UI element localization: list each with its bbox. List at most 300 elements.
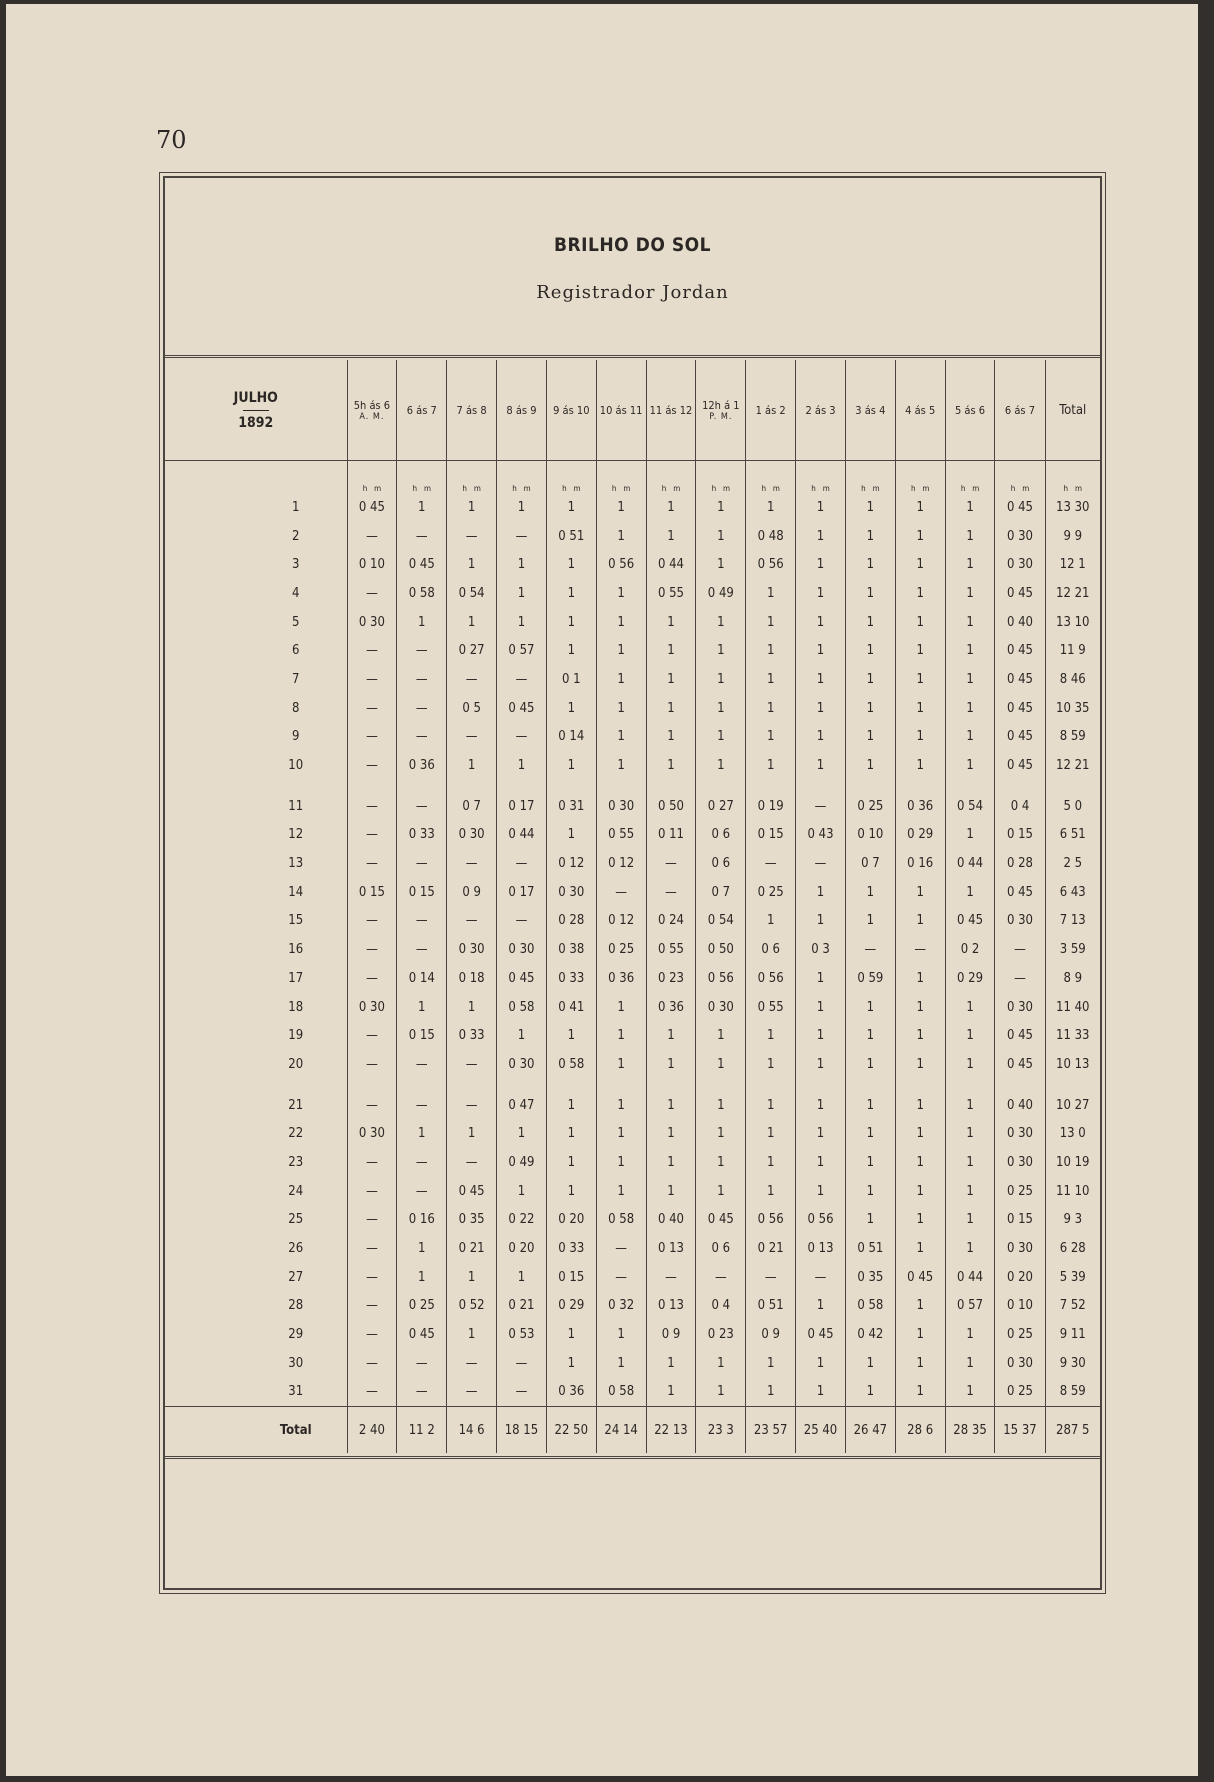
value-cell: 1 bbox=[796, 493, 846, 522]
value-cell: 1 bbox=[895, 1148, 945, 1177]
value-cell: 0 49 bbox=[696, 579, 746, 608]
col-header-total: Total bbox=[1045, 360, 1100, 461]
value-cell: 0 25 bbox=[596, 935, 646, 964]
page-subtitle: Registrador Jordan bbox=[536, 282, 729, 303]
table-row bbox=[165, 878, 1100, 907]
value-cell: 1 bbox=[895, 1320, 945, 1349]
value-cell: 0 57 bbox=[497, 636, 547, 665]
value-cell: 1 bbox=[845, 522, 895, 551]
value-cell: 0 30 bbox=[995, 907, 1045, 936]
value-cell: 1 bbox=[696, 636, 746, 665]
total-cell: 23 3 bbox=[696, 1407, 746, 1454]
value-cell: 0 44 bbox=[945, 849, 995, 878]
value-cell: — bbox=[397, 1177, 447, 1206]
value-cell: 1 bbox=[895, 723, 945, 752]
value-cell: — bbox=[995, 935, 1045, 964]
value-cell: 1 bbox=[646, 1119, 696, 1148]
value-cell: 0 40 bbox=[995, 608, 1045, 637]
value-cell: 0 6 bbox=[696, 849, 746, 878]
value-cell: 1 bbox=[546, 821, 596, 850]
value-cell: 1 bbox=[895, 1050, 945, 1079]
value-cell: — bbox=[347, 751, 397, 780]
col-header: 12h á 1 P. M. bbox=[696, 360, 746, 461]
value-cell: — bbox=[347, 723, 397, 752]
value-cell: 1 bbox=[497, 1119, 547, 1148]
value-cell: 0 30 bbox=[347, 993, 397, 1022]
value-cell: 1 bbox=[895, 878, 945, 907]
value-cell: 0 50 bbox=[646, 792, 696, 821]
value-cell: 0 45 bbox=[995, 1021, 1045, 1050]
value-cell: — bbox=[447, 849, 497, 878]
totals-row bbox=[165, 1407, 1100, 1454]
table-row bbox=[165, 1119, 1100, 1148]
value-cell: 0 54 bbox=[447, 579, 497, 608]
value-cell: 1 bbox=[646, 1050, 696, 1079]
value-cell: 1 bbox=[497, 608, 547, 637]
value-cell: 1 bbox=[895, 608, 945, 637]
value-cell: 0 50 bbox=[696, 935, 746, 964]
value-cell: 1 bbox=[646, 608, 696, 637]
total-label: Total bbox=[165, 1407, 347, 1454]
value-cell: 0 56 bbox=[746, 964, 796, 993]
value-cell: — bbox=[397, 522, 447, 551]
value-cell: 0 20 bbox=[497, 1234, 547, 1263]
value-cell: — bbox=[497, 522, 547, 551]
value-cell: — bbox=[347, 579, 397, 608]
value-cell: 1 bbox=[945, 493, 995, 522]
value-cell: 1 bbox=[497, 751, 547, 780]
day-cell: 6 bbox=[292, 643, 300, 659]
table-row bbox=[165, 1177, 1100, 1206]
value-cell: 1 bbox=[845, 493, 895, 522]
value-cell: 1 bbox=[646, 1349, 696, 1378]
value-cell: 1 bbox=[845, 1148, 895, 1177]
table-row bbox=[165, 636, 1100, 665]
value-cell: 0 30 bbox=[447, 935, 497, 964]
value-cell: — bbox=[995, 964, 1045, 993]
value-cell: 13 10 bbox=[1045, 608, 1100, 637]
value-cell: 1 bbox=[497, 1177, 547, 1206]
table-row bbox=[165, 1378, 1100, 1407]
total-cell: 23 57 bbox=[746, 1407, 796, 1454]
value-cell: 5 39 bbox=[1045, 1263, 1100, 1292]
value-cell: 1 bbox=[796, 608, 846, 637]
value-cell: — bbox=[347, 1320, 397, 1349]
value-cell: 1 bbox=[696, 608, 746, 637]
value-cell: 1 bbox=[497, 579, 547, 608]
table-frame bbox=[163, 176, 1102, 1590]
day-cell: 4 bbox=[292, 585, 300, 601]
value-cell: 1 bbox=[546, 1091, 596, 1120]
value-cell: 0 9 bbox=[646, 1320, 696, 1349]
value-cell: 0 45 bbox=[447, 1177, 497, 1206]
value-cell: 1 bbox=[845, 751, 895, 780]
value-cell: 0 45 bbox=[397, 1320, 447, 1349]
value-cell: 1 bbox=[895, 1292, 945, 1321]
value-cell: 1 bbox=[895, 522, 945, 551]
table-row bbox=[165, 579, 1100, 608]
total-cell: 11 2 bbox=[397, 1407, 447, 1454]
value-cell: 1 bbox=[447, 751, 497, 780]
value-cell: 12 21 bbox=[1045, 579, 1100, 608]
col-header: 5h ás 6 A. M. bbox=[347, 360, 397, 461]
value-cell: — bbox=[347, 849, 397, 878]
value-cell: — bbox=[397, 636, 447, 665]
value-cell: 1 bbox=[796, 751, 846, 780]
value-cell: 1 bbox=[796, 993, 846, 1022]
row-spacer bbox=[165, 780, 1100, 792]
value-cell: 0 45 bbox=[995, 878, 1045, 907]
value-cell: 0 19 bbox=[746, 792, 796, 821]
value-cell: — bbox=[447, 1349, 497, 1378]
table-row bbox=[165, 1349, 1100, 1378]
col-header: 7 ás 8 bbox=[447, 360, 497, 461]
value-cell: 0 27 bbox=[696, 792, 746, 821]
value-cell: 0 15 bbox=[995, 821, 1045, 850]
day-cell: 22 bbox=[288, 1126, 304, 1142]
value-cell: 0 51 bbox=[546, 522, 596, 551]
value-cell: 1 bbox=[646, 493, 696, 522]
day-cell: 25 bbox=[288, 1212, 304, 1228]
col-header: 9 ás 10 bbox=[546, 360, 596, 461]
col-header: 4 ás 5 bbox=[895, 360, 945, 461]
value-cell: 1 bbox=[397, 608, 447, 637]
value-cell: — bbox=[497, 849, 547, 878]
value-cell: — bbox=[397, 723, 447, 752]
value-cell: 0 51 bbox=[746, 1292, 796, 1321]
day-cell: 24 bbox=[288, 1183, 304, 1199]
total-cell: 25 40 bbox=[796, 1407, 846, 1454]
value-cell: 1 bbox=[945, 636, 995, 665]
value-cell: 1 bbox=[596, 579, 646, 608]
value-cell: 1 bbox=[845, 608, 895, 637]
value-cell: 1 bbox=[397, 1119, 447, 1148]
value-cell: 0 44 bbox=[646, 550, 696, 579]
value-cell: — bbox=[746, 1263, 796, 1292]
value-cell: 0 45 bbox=[945, 907, 995, 936]
value-cell: 0 20 bbox=[995, 1263, 1045, 1292]
value-cell: 1 bbox=[945, 694, 995, 723]
value-cell: 1 bbox=[796, 907, 846, 936]
day-cell: 11 bbox=[288, 798, 304, 814]
value-cell: 1 bbox=[596, 1119, 646, 1148]
value-cell: 1 bbox=[945, 878, 995, 907]
value-cell: 0 24 bbox=[646, 907, 696, 936]
value-cell: 7 52 bbox=[1045, 1292, 1100, 1321]
value-cell: 1 bbox=[796, 723, 846, 752]
value-cell: 1 bbox=[945, 1234, 995, 1263]
day-cell: 16 bbox=[288, 942, 304, 958]
value-cell: 1 bbox=[696, 1091, 746, 1120]
value-cell: 0 15 bbox=[347, 878, 397, 907]
value-cell: 1 bbox=[596, 1349, 646, 1378]
value-cell: 0 13 bbox=[796, 1234, 846, 1263]
value-cell: 1 bbox=[746, 1119, 796, 1148]
value-cell: 0 45 bbox=[796, 1320, 846, 1349]
value-cell: 6 28 bbox=[1045, 1234, 1100, 1263]
unit-cell: h m bbox=[447, 461, 497, 494]
value-cell: — bbox=[347, 907, 397, 936]
value-cell: — bbox=[347, 1148, 397, 1177]
value-cell: 0 45 bbox=[995, 579, 1045, 608]
am-label: A. M. bbox=[359, 411, 385, 422]
value-cell: 0 12 bbox=[596, 849, 646, 878]
value-cell: 0 33 bbox=[397, 821, 447, 850]
value-cell: 0 45 bbox=[696, 1206, 746, 1235]
value-cell: — bbox=[447, 665, 497, 694]
value-cell: 1 bbox=[696, 723, 746, 752]
value-cell: — bbox=[796, 1263, 846, 1292]
value-cell: 1 bbox=[895, 636, 945, 665]
day-cell: 8 bbox=[292, 700, 300, 716]
day-cell: 19 bbox=[288, 1028, 304, 1044]
value-cell: 0 55 bbox=[646, 935, 696, 964]
day-cell: 18 bbox=[288, 999, 304, 1015]
value-cell: 0 30 bbox=[497, 1050, 547, 1079]
value-cell: 1 bbox=[596, 993, 646, 1022]
value-cell: 1 bbox=[447, 993, 497, 1022]
value-cell: 0 58 bbox=[546, 1050, 596, 1079]
value-cell: 1 bbox=[895, 665, 945, 694]
value-cell: 0 51 bbox=[845, 1234, 895, 1263]
day-cell: 13 bbox=[288, 856, 304, 872]
value-cell: 1 bbox=[796, 1148, 846, 1177]
value-cell: 0 45 bbox=[995, 751, 1045, 780]
value-cell: 1 bbox=[895, 493, 945, 522]
value-cell: 1 bbox=[895, 1378, 945, 1407]
value-cell: — bbox=[497, 1349, 547, 1378]
day-cell: 9 bbox=[292, 729, 300, 745]
value-cell: 0 27 bbox=[447, 636, 497, 665]
value-cell: 0 30 bbox=[995, 1119, 1045, 1148]
value-cell: 1 bbox=[546, 493, 596, 522]
value-cell: 0 12 bbox=[596, 907, 646, 936]
value-cell: 2 5 bbox=[1045, 849, 1100, 878]
value-cell: 0 20 bbox=[546, 1206, 596, 1235]
table-row bbox=[165, 964, 1100, 993]
value-cell: 1 bbox=[397, 1234, 447, 1263]
value-cell: — bbox=[347, 1234, 397, 1263]
total-cell: 26 47 bbox=[845, 1407, 895, 1454]
value-cell: 0 9 bbox=[447, 878, 497, 907]
value-cell: 1 bbox=[646, 1091, 696, 1120]
value-cell: 0 45 bbox=[497, 694, 547, 723]
value-cell: 0 52 bbox=[447, 1292, 497, 1321]
value-cell: 1 bbox=[497, 493, 547, 522]
table-row bbox=[165, 1021, 1100, 1050]
table-row bbox=[165, 1091, 1100, 1120]
value-cell: 0 45 bbox=[995, 493, 1045, 522]
value-cell: 8 46 bbox=[1045, 665, 1100, 694]
value-cell: — bbox=[347, 1378, 397, 1407]
value-cell: — bbox=[397, 1378, 447, 1407]
value-cell: 1 bbox=[696, 1021, 746, 1050]
value-cell: 0 30 bbox=[995, 1148, 1045, 1177]
value-cell: 9 30 bbox=[1045, 1349, 1100, 1378]
value-cell: — bbox=[895, 935, 945, 964]
value-cell: 1 bbox=[646, 665, 696, 694]
value-cell: 1 bbox=[945, 821, 995, 850]
value-cell: 0 55 bbox=[596, 821, 646, 850]
pm-label: P. M. bbox=[709, 411, 733, 422]
value-cell: 1 bbox=[796, 1378, 846, 1407]
value-cell: 11 33 bbox=[1045, 1021, 1100, 1050]
value-cell: — bbox=[596, 878, 646, 907]
value-cell: 1 bbox=[895, 964, 945, 993]
value-cell: 1 bbox=[746, 723, 796, 752]
value-cell: — bbox=[447, 723, 497, 752]
value-cell: 1 bbox=[696, 665, 746, 694]
value-cell: — bbox=[397, 1148, 447, 1177]
value-cell: 1 bbox=[945, 1021, 995, 1050]
value-cell: 0 30 bbox=[995, 522, 1045, 551]
value-cell: 10 13 bbox=[1045, 1050, 1100, 1079]
value-cell: — bbox=[796, 849, 846, 878]
value-cell: 1 bbox=[696, 1148, 746, 1177]
value-cell: — bbox=[347, 1263, 397, 1292]
total-cell: 22 50 bbox=[546, 1407, 596, 1454]
value-cell: 1 bbox=[845, 1206, 895, 1235]
value-cell: — bbox=[347, 1050, 397, 1079]
value-cell: 1 bbox=[596, 665, 646, 694]
value-cell: 0 45 bbox=[497, 964, 547, 993]
value-cell: 1 bbox=[845, 665, 895, 694]
value-cell: 1 bbox=[746, 665, 796, 694]
value-cell: 0 35 bbox=[845, 1263, 895, 1292]
value-cell: 1 bbox=[596, 608, 646, 637]
value-cell: 1 bbox=[696, 694, 746, 723]
value-cell: 1 bbox=[596, 1148, 646, 1177]
value-cell: 8 59 bbox=[1045, 723, 1100, 752]
col-header: 2 ás 3 bbox=[796, 360, 846, 461]
unit-cell: h m bbox=[995, 461, 1045, 494]
value-cell: 0 36 bbox=[596, 964, 646, 993]
value-cell: 7 13 bbox=[1045, 907, 1100, 936]
value-cell: 0 15 bbox=[397, 878, 447, 907]
value-cell: 1 bbox=[845, 1021, 895, 1050]
day-cell: 10 bbox=[288, 758, 304, 774]
unit-cell: h m bbox=[746, 461, 796, 494]
value-cell: — bbox=[347, 1349, 397, 1378]
value-cell: 1 bbox=[945, 522, 995, 551]
value-cell: 0 45 bbox=[995, 1050, 1045, 1079]
value-cell: 1 bbox=[596, 751, 646, 780]
value-cell: 11 10 bbox=[1045, 1177, 1100, 1206]
value-cell: 1 bbox=[746, 579, 796, 608]
value-cell: 0 56 bbox=[796, 1206, 846, 1235]
col-header: 8 ás 9 bbox=[497, 360, 547, 461]
value-cell: 1 bbox=[845, 550, 895, 579]
value-cell: 1 bbox=[945, 1148, 995, 1177]
value-cell: 1 bbox=[746, 1050, 796, 1079]
value-cell: 0 41 bbox=[546, 993, 596, 1022]
table-row bbox=[165, 1148, 1100, 1177]
value-cell: — bbox=[347, 1021, 397, 1050]
col-header: 6 ás 7 bbox=[995, 360, 1045, 461]
unit-cell: h m bbox=[696, 461, 746, 494]
day-cell: 26 bbox=[288, 1241, 304, 1257]
value-cell: 1 bbox=[646, 694, 696, 723]
value-cell: 1 bbox=[596, 636, 646, 665]
value-cell: 0 45 bbox=[995, 694, 1045, 723]
bottom-box bbox=[165, 1456, 1100, 1589]
unit-cell: h m bbox=[646, 461, 696, 494]
value-cell: 0 21 bbox=[746, 1234, 796, 1263]
value-cell: — bbox=[497, 907, 547, 936]
value-cell: — bbox=[347, 522, 397, 551]
value-cell: 1 bbox=[646, 1177, 696, 1206]
page bbox=[6, 4, 1198, 1776]
value-cell: 0 56 bbox=[746, 550, 796, 579]
value-cell: 0 33 bbox=[546, 964, 596, 993]
value-cell: 0 30 bbox=[995, 1349, 1045, 1378]
value-cell: — bbox=[447, 522, 497, 551]
value-cell: 0 53 bbox=[497, 1320, 547, 1349]
value-cell: 1 bbox=[895, 751, 945, 780]
total-cell: 22 13 bbox=[646, 1407, 696, 1454]
value-cell: 0 35 bbox=[447, 1206, 497, 1235]
value-cell: — bbox=[347, 694, 397, 723]
value-cell: 1 bbox=[945, 993, 995, 1022]
total-cell: 2 40 bbox=[347, 1407, 397, 1454]
value-cell: — bbox=[397, 1349, 447, 1378]
value-cell: 1 bbox=[796, 579, 846, 608]
value-cell: 1 bbox=[945, 1206, 995, 1235]
page-title: BRILHO DO SOL bbox=[553, 234, 712, 256]
unit-cell: h m bbox=[596, 461, 646, 494]
value-cell: 1 bbox=[596, 1091, 646, 1120]
value-cell: 0 56 bbox=[596, 550, 646, 579]
value-cell: — bbox=[347, 1206, 397, 1235]
value-cell: 1 bbox=[845, 907, 895, 936]
value-cell: 0 40 bbox=[995, 1091, 1045, 1120]
unit-cell: h m bbox=[945, 461, 995, 494]
value-cell: 1 bbox=[696, 550, 746, 579]
value-cell: 1 bbox=[596, 1050, 646, 1079]
value-cell: 13 30 bbox=[1045, 493, 1100, 522]
value-cell: 1 bbox=[447, 1119, 497, 1148]
value-cell: 0 33 bbox=[546, 1234, 596, 1263]
value-cell: 1 bbox=[796, 1177, 846, 1206]
value-cell: 0 10 bbox=[995, 1292, 1045, 1321]
value-cell: 1 bbox=[696, 751, 746, 780]
value-cell: 1 bbox=[497, 1021, 547, 1050]
unit-cell: h m bbox=[546, 461, 596, 494]
value-cell: 0 45 bbox=[995, 665, 1045, 694]
value-cell: 0 36 bbox=[546, 1378, 596, 1407]
value-cell: 1 bbox=[845, 694, 895, 723]
table-row bbox=[165, 550, 1100, 579]
value-cell: 1 bbox=[895, 1206, 945, 1235]
page-number: 70 bbox=[156, 126, 187, 154]
table-row bbox=[165, 1234, 1100, 1263]
value-cell: 0 15 bbox=[995, 1206, 1045, 1235]
value-cell: 1 bbox=[546, 1177, 596, 1206]
value-cell: 0 4 bbox=[696, 1292, 746, 1321]
value-cell: 0 58 bbox=[397, 579, 447, 608]
value-cell: 0 30 bbox=[696, 993, 746, 1022]
value-cell: — bbox=[397, 792, 447, 821]
value-cell: 0 44 bbox=[497, 821, 547, 850]
value-cell: 1 bbox=[845, 1050, 895, 1079]
value-cell: 1 bbox=[596, 493, 646, 522]
value-cell: — bbox=[447, 1148, 497, 1177]
value-cell: 1 bbox=[796, 1021, 846, 1050]
value-cell: 6 51 bbox=[1045, 821, 1100, 850]
value-cell: 0 15 bbox=[397, 1021, 447, 1050]
value-cell: 1 bbox=[546, 550, 596, 579]
value-cell: 1 bbox=[895, 907, 945, 936]
